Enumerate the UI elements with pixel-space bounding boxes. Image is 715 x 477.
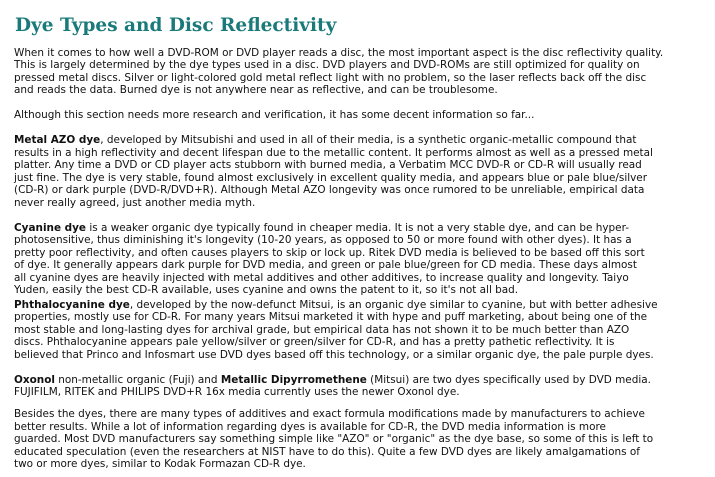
paragraph-line: properties, mostly use for CD-R. For many years Mitsui marketed it with hype and puff marketing, about being one of the (14, 311, 648, 323)
phthalocyanine-first-line: , developed by the now-defunct Mitsui, is an organic dye similar to cyanine, but with better adhesive (129, 298, 658, 311)
cyanine-term: Cyanine dye (14, 221, 87, 234)
paragraph-line: pretty poor reflectivity, and often causes players to skip or lock up. Ritek DVD media is believed to be based off this sort (14, 246, 645, 259)
paragraph-line: discs. Phthalocyanine appears pale yellow/silver or green/silver for CD-R, and has a pretty pathetic reflectivity. It is (14, 336, 615, 348)
paragraph-line (14, 374, 651, 387)
paragraph-line: educated speculation (even the researchers at NIST have to do this). Quite a few DVD dyes are likely amalgamations of (14, 445, 640, 458)
oxonol-mid-text: non-metallic organic (Fuji) and (54, 373, 221, 386)
paragraph-line: guarded. Most DVD manufacturers say something simple like "AZO" or "organic" as the dye base, so some of this is left to (14, 433, 654, 445)
paragraph-line: FUJIFILM, RITEK and PHILIPS DVD+R 16x media currently uses the newer Oxonol dye. (14, 386, 460, 398)
intro-paragraph (14, 47, 663, 97)
oxonol-tail-text: (Mitsui) are two dyes specifically used by DVD media. (366, 373, 651, 386)
paragraph-line: This is largely determined by the dye types used in a disc. DVD players and DVD-ROMs are still optimized for quality on (14, 59, 640, 71)
metal-azo-paragraph (14, 134, 653, 209)
paragraph-line: just fine. The dye is very stable, found almost exclusively in excellent quality media, and appears blue or pale blue/silver (14, 171, 648, 184)
paragraph-line: (CD-R) or dark purple (DVD-R/DVD+R). Although Metal AZO longevity was once rumored to be unreliable, empirical data (14, 184, 645, 196)
paragraph-line (14, 222, 645, 235)
paragraph-line: two or more dyes, similar to Kodak Formazan CD-R dye. (14, 458, 306, 470)
paragraph-line: of dye. It generally appears dark purple for DVD media, and green or pale blue/green for CD media. These days almost (14, 259, 637, 271)
paragraph-line: all cyanine dyes are heavily injected with metal additives and other additives, to increase quality and longevity. Taiyo (14, 271, 629, 284)
cyanine-paragraph (14, 222, 645, 297)
paragraph-line: Besides the dyes, there are many types of additives and exact formula modifications made by manufacturers to achieve (14, 408, 645, 420)
cyanine-first-line: is a weaker organic dye typically found in cheaper media. It is not a very stable dye, and can be hyper- (86, 221, 629, 234)
paragraph-line: platter. Any time a DVD or CD player acts stubborn with burned media, a Verbatim MCC DVD-R or CD-R will usually read (14, 159, 642, 171)
paragraph-line (14, 134, 653, 147)
paragraph-line: photosensitive, thus diminishing it's longevity (10-20 years, as opposed to 50 or more found with other dyes). It has a (14, 234, 632, 246)
paragraph-line: most stable and long-lasting dyes for archival grade, but empirical data has not shown it to be much better than AZO (14, 323, 630, 336)
article-title: Dye Types and Disc Reflectivity (15, 15, 337, 36)
paragraph-line: Yuden, easily the best CD-R available, uses cyanine and owns the patent to it, so it's not all bad. (14, 284, 519, 296)
paragraph-line: pressed metal discs. Silver or light-colored gold metal reflect light with no problem, so the laser reflects back off the disc (14, 71, 647, 84)
oxonol-term: Oxonol (14, 373, 55, 386)
oxonol-paragraph (14, 374, 651, 399)
phthalocyanine-term: Phthalocyanine dye (14, 298, 130, 311)
paragraph-line: results in a high reflectivity and decent lifespan due to the metallic content. It performs almost as well as a pressed metal (14, 146, 653, 159)
paragraph-line: better results. While a lot of information regarding dyes is available for CD-R, the DVD media information is more (14, 420, 606, 433)
paragraph-line: believed that Princo and Infosmart use DVD dyes based off this technology, or a similar organic dye, the pale purple dyes. (14, 348, 654, 361)
paragraph-line: When it comes to how well a DVD-ROM or DVD player reads a disc, the most important aspect is the disc reflectivity quality. (14, 46, 664, 59)
paragraph-line: never really agreed, just another media myth. (14, 196, 256, 209)
metal-azo-term: Metal AZO dye (14, 134, 101, 146)
additives-paragraph (14, 408, 653, 471)
metal-azo-first-line: , developed by Mitsubishi and used in all of their media, is a synthetic organic-metallic compound that (100, 134, 637, 146)
paragraph-line: Although this section needs more research and verification, it has some decent information so far... (14, 109, 535, 121)
paragraph-line (14, 299, 658, 312)
dipyrromethene-term: Metallic Dipyrromethene (220, 373, 367, 386)
paragraph-line: and reads the data. Burned dye is not anywhere near as reflective, and can be troublesome. (14, 84, 498, 96)
note-paragraph (14, 109, 534, 122)
phthalocyanine-paragraph (14, 299, 658, 362)
